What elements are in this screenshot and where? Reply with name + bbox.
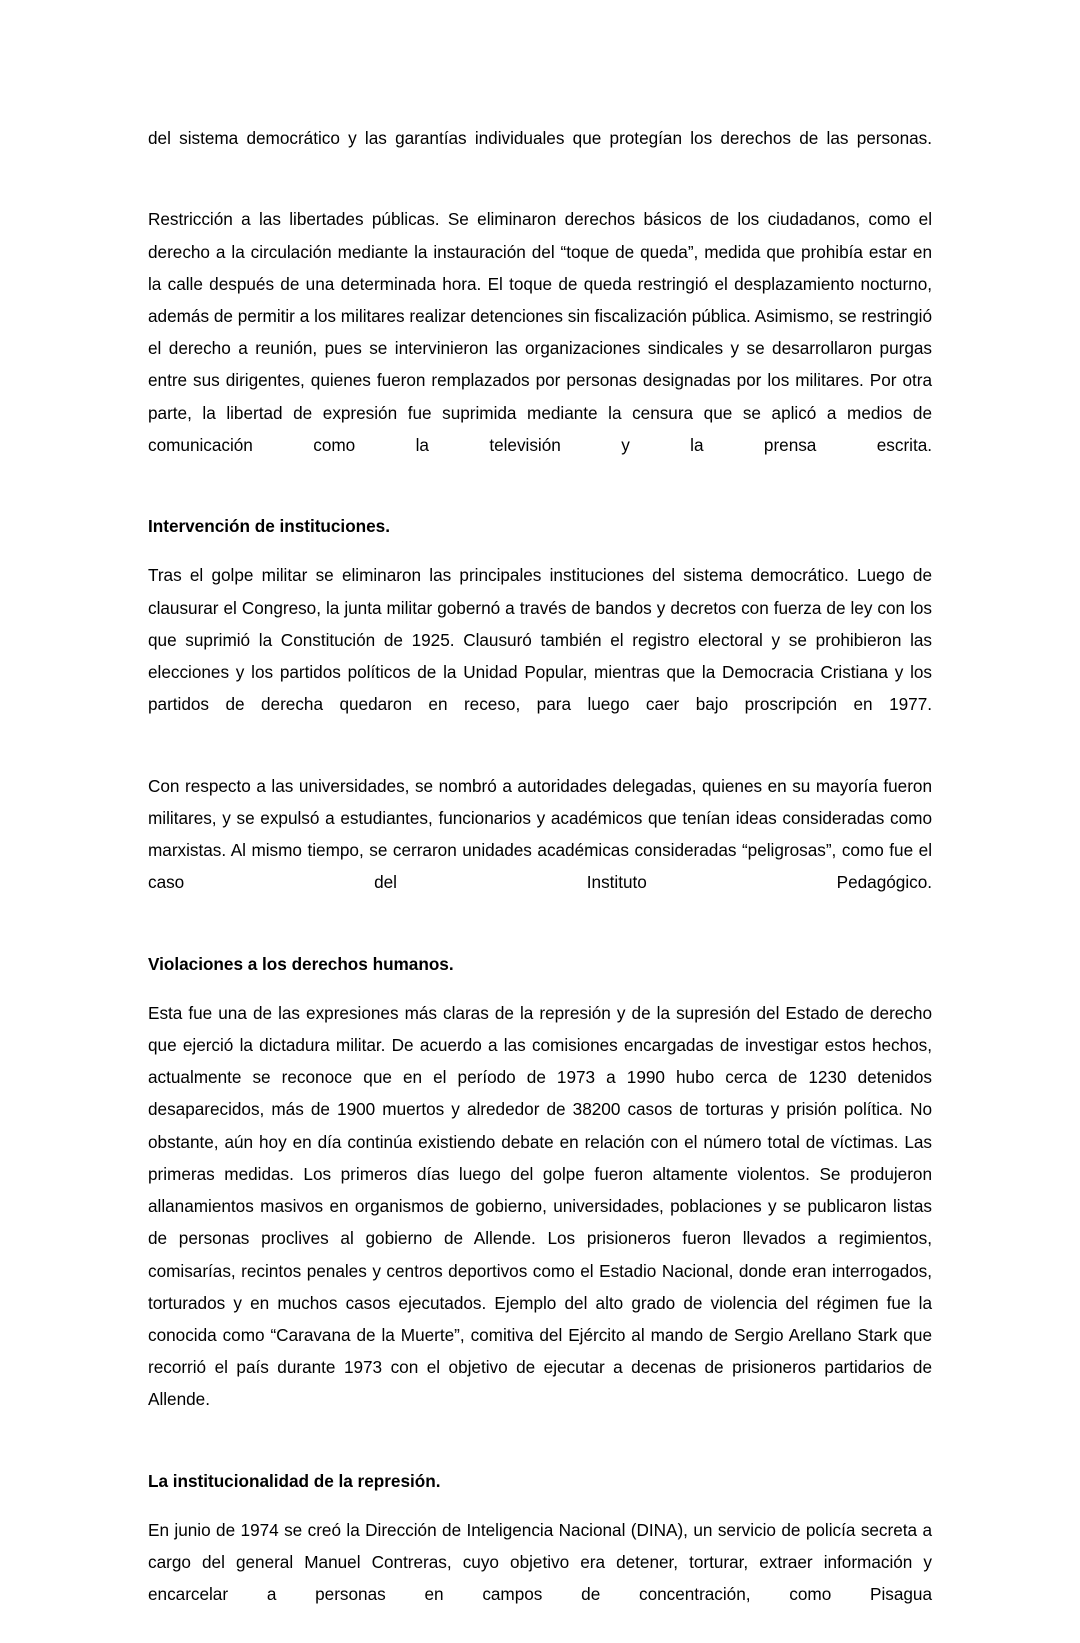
body-paragraph: Esta fue una de las expresiones más claras de la represión y de la supresión del Estado de derecho que ejerció la dictadura militar. De acuerdo a las comisiones encargadas de investigar estos hechos, actualmente se reconoce que en el período de 1973 a 1990 hubo cerca de 1230 detenidos desaparecidos, más de 1900 muertos y alrededor de 38200 casos de torturas y prisión política. No obstante, aún hoy en día continúa existiendo debate en relación con el número total de víctimas. Las primeras medidas. Los primeros días luego del golpe fueron altamente violentos. Se produjeron allanamientos masivos en organismos de gobierno, universidades, poblaciones y se publicaron listas de personas proclives al gobierno de Allende. Los prisioneros fueron llevados a regimientos, comisarías, recintos penales y centros deportivos como el Estadio Nacional, donde eran interrogados, torturados y en muchos casos ejecutados. Ejemplo del alto grado de violencia del régimen fue la conocida como “Caravana de la Muerte”, comitiva del Ejército al mando de Sergio Arellano Stark que recorrió el país durante 1973 con el objetivo de ejecutar a decenas de prisioneros partidarios de Allende.	[148, 1002, 932, 1410]
body-paragraph: del sistema democrático y las garantías individuales que protegían los derechos de las personas.	[148, 128, 932, 148]
section-heading: Intervención de instituciones.	[148, 516, 390, 537]
body-paragraph: En junio de 1974 se creó la Dirección de Inteligencia Nacional (DINA), un servicio de policía secreta a cargo del general Manuel Contreras, cuyo objetivo era detener, torturar, extraer información y encarcelar a personas en campos de concentración, como Pisagua	[148, 1519, 932, 1605]
body-paragraph: Con respecto a las universidades, se nombró a autoridades delegadas, quienes en su mayoría fueron militares, y se expulsó a estudiantes, funcionarios y académicos que tenían ideas consideradas como marxistas. Al mismo tiempo, se cerraron unidades académicas consideradas “peligrosas”, como fue el caso del Instituto Pedagógico.	[148, 775, 932, 893]
body-paragraph: Tras el golpe militar se eliminaron las principales instituciones del sistema democrático. Luego de clausurar el Congreso, la junta militar gobernó a través de bandos y decretos con fuerza de ley con los que suprimió la Constitución de 1925. Clausuró también el registro electoral y se prohibieron las elecciones y los partidos políticos de la Unidad Popular, mientras que la Democracia Cristiana y los partidos de derecha quedaron en receso, para luego caer bajo proscripción en 1977.	[148, 565, 932, 715]
section-heading: La institucionalidad de la represión.	[148, 1470, 441, 1491]
section-heading: Violaciones a los derechos humanos.	[148, 953, 454, 974]
document-body	[148, 122, 932, 1643]
body-paragraph: Restricción a las libertades públicas. Se eliminaron derechos básicos de los ciudadanos, como el derecho a la circulación mediante la instauración del “toque de queda”, medida que prohibía estar en la calle después de una determinada hora. El toque de queda restringió el desplazamiento nocturno, además de permitir a los militares realizar detenciones sin fiscalización pública. Asimismo, se restringió el derecho a reunión, pues se intervinieron las organizaciones sindicales y se desarrollaron purgas entre sus dirigentes, quienes fueron remplazados por personas designadas por los militares. Por otra parte, la libertad de expresión fue suprimida mediante la censura que se aplicó a medios de comunicación como la televisión y la prensa escrita.	[148, 209, 932, 455]
